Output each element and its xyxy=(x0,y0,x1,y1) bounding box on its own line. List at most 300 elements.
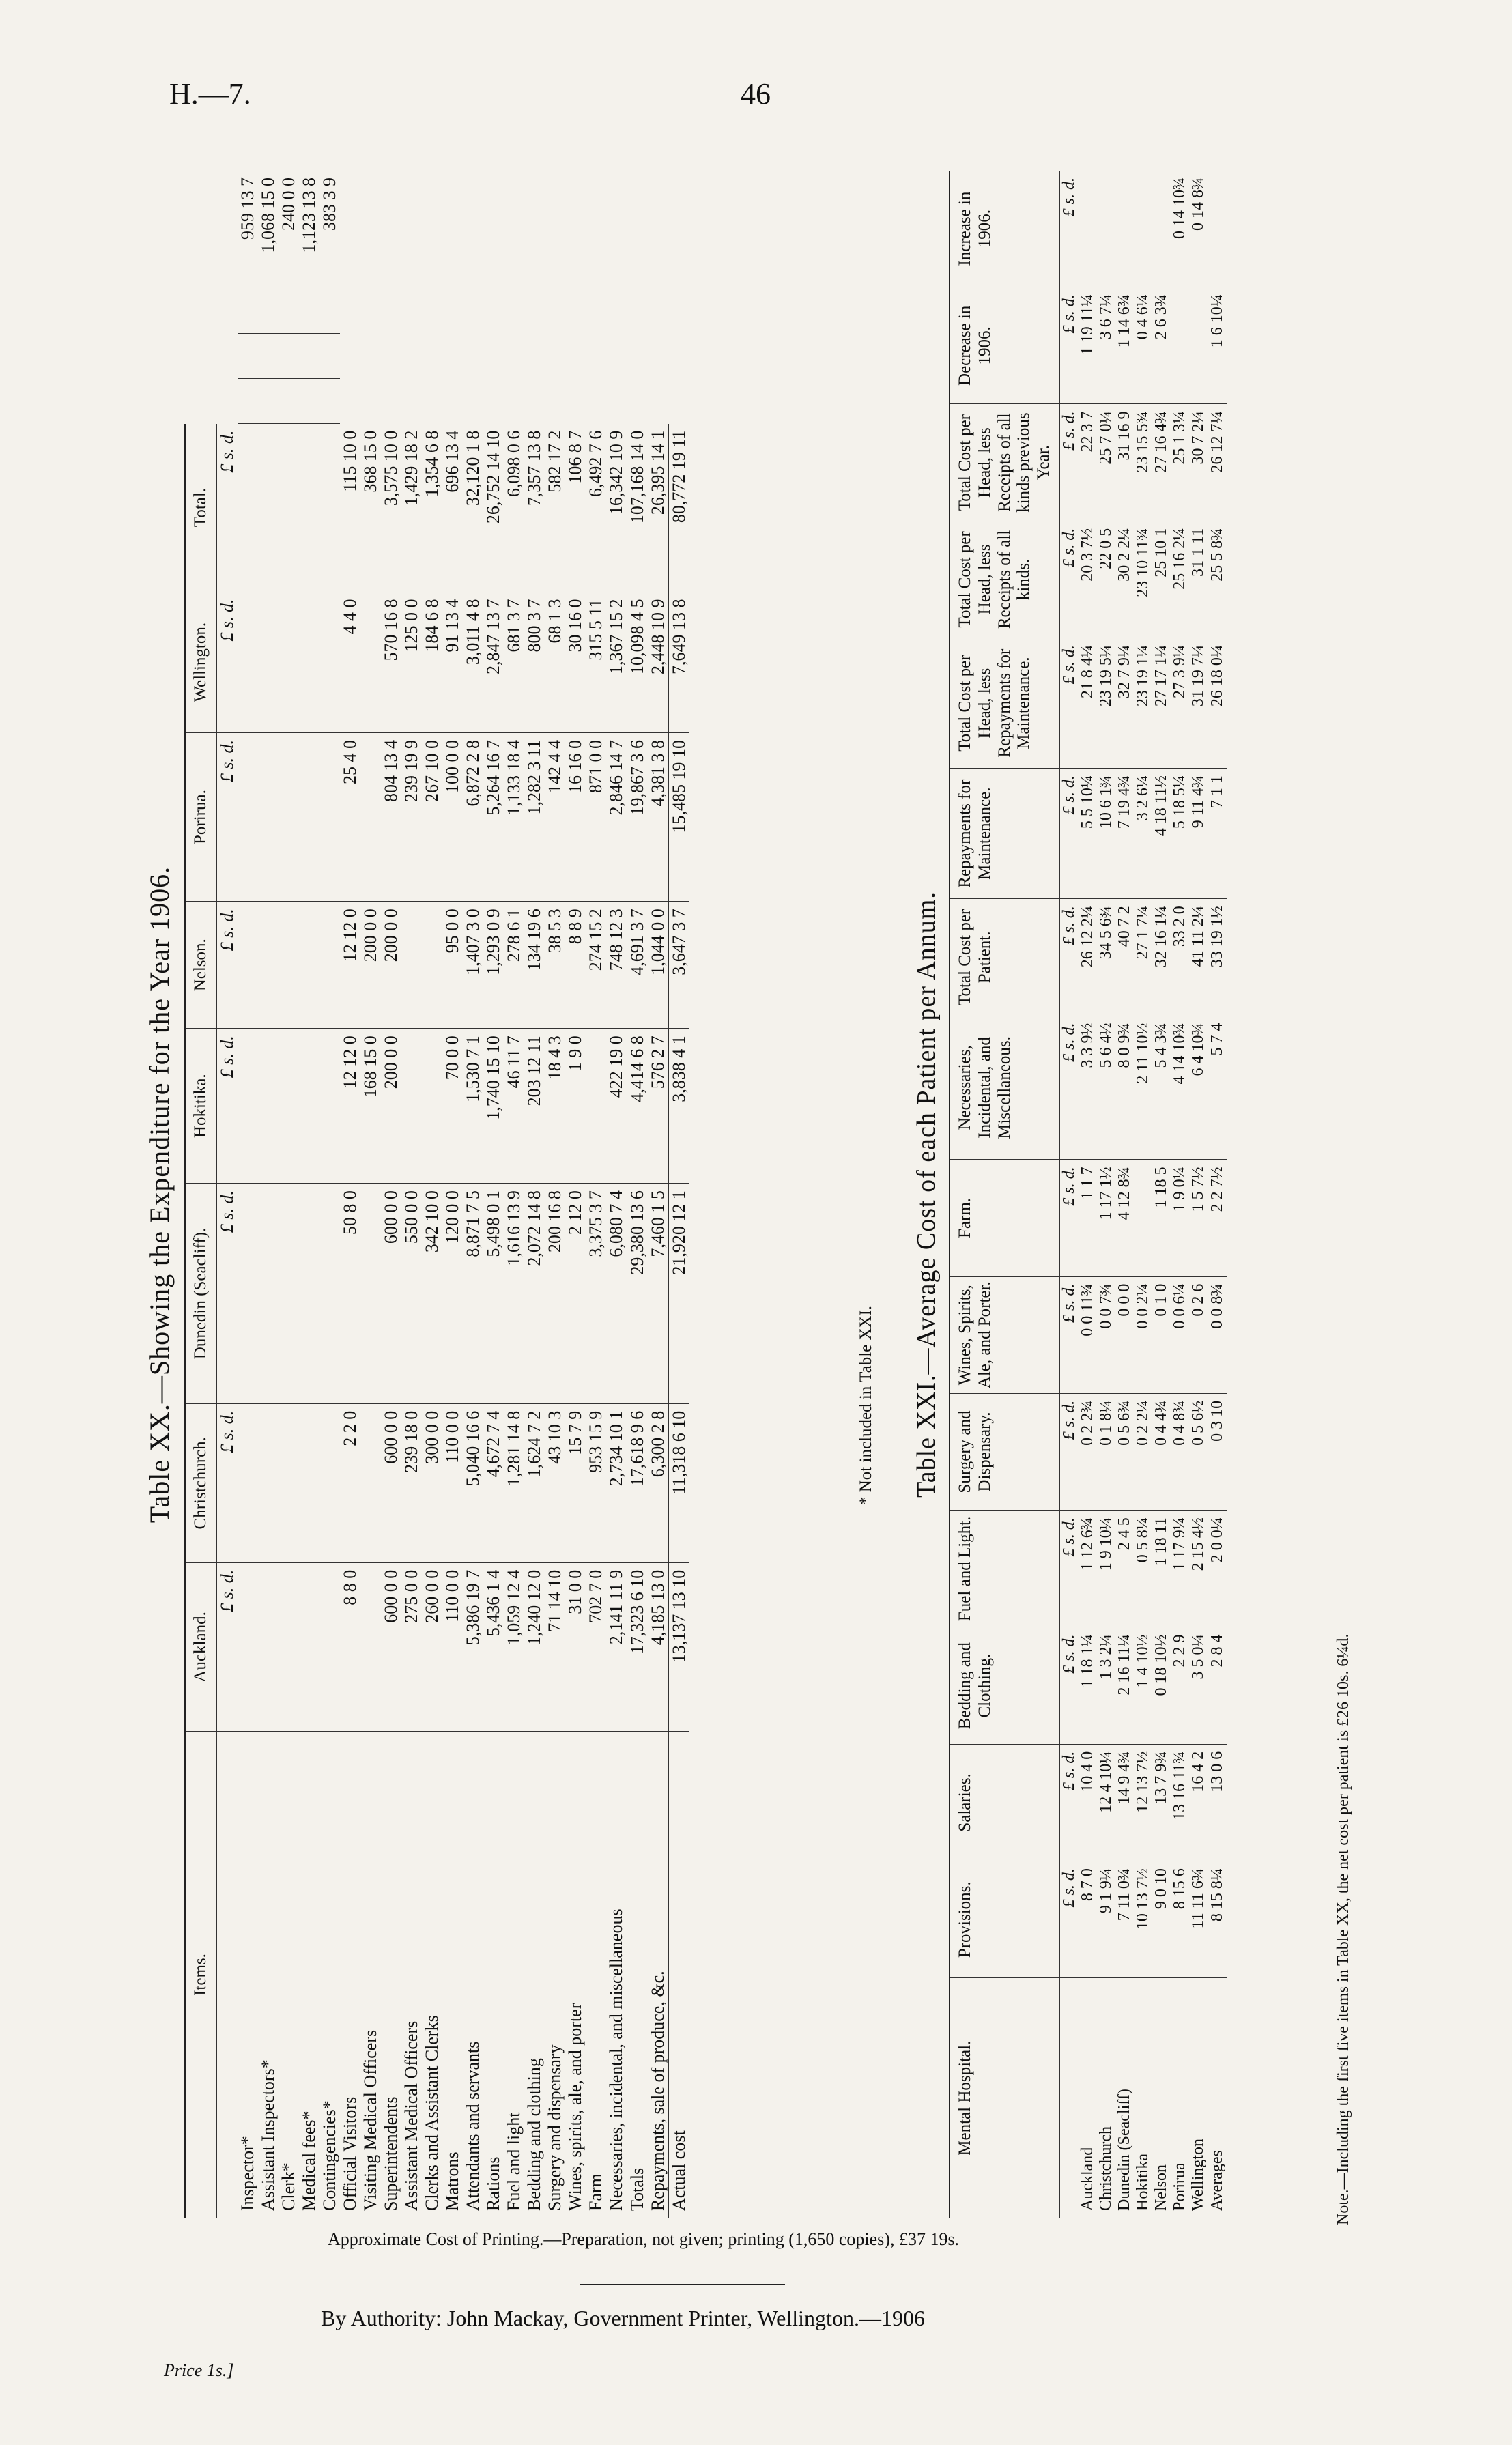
cell-value xyxy=(1189,287,1208,404)
cell-value: 2 8 4 xyxy=(1208,1627,1227,1744)
table-row xyxy=(545,171,565,2218)
cell-value: 13,137 13 10 xyxy=(668,1562,689,1731)
cell-value: 142 4 4 xyxy=(545,732,565,901)
row-label: Bedding and clothing xyxy=(524,1732,545,2218)
row-label: Christchurch xyxy=(1097,1978,1115,2218)
cell-value: 25 10 1 xyxy=(1152,521,1171,638)
cell-value xyxy=(319,356,340,379)
table-xx-title: Table XX.—Showing the Expenditure for the Year 1906. xyxy=(144,866,175,1524)
cell-value: 38 5 3 xyxy=(545,902,565,1029)
cell-value xyxy=(1115,171,1134,287)
cell-value: 22 3 7 xyxy=(1079,404,1097,521)
cell-value xyxy=(401,902,422,1029)
lsd-units: £ s. d. xyxy=(216,592,238,732)
cell-value: 0 4 8¾ xyxy=(1171,1393,1189,1510)
cell-value xyxy=(238,732,258,901)
lsd-units: £ s. d. xyxy=(1059,899,1079,1016)
cell-value: 134 19 6 xyxy=(524,902,545,1029)
cell-value: 29,380 13 6 xyxy=(627,1184,648,1404)
cell-value: 26 12 7¼ xyxy=(1208,404,1227,521)
column-header: Total Cost per Head, less Repayments for Maintenance. xyxy=(950,638,1059,769)
cell-value xyxy=(319,1562,340,1731)
cell-value: 46 11 7 xyxy=(504,1029,524,1184)
cell-value: 21,920 12 1 xyxy=(668,1184,689,1404)
cell-value xyxy=(299,356,319,379)
cell-value: 3,647 3 7 xyxy=(668,902,689,1029)
column-header: Provisions. xyxy=(950,1861,1059,1978)
cell-value xyxy=(422,902,442,1029)
cell-value: 26 12 2¼ xyxy=(1079,899,1097,1016)
cell-value: 100 0 0 xyxy=(442,732,463,901)
cell-value xyxy=(258,592,279,732)
cell-value: 871 0 0 xyxy=(586,732,606,901)
cell-value: 8 0 9¾ xyxy=(1115,1016,1134,1160)
cell-value: 13 7 9¾ xyxy=(1152,1744,1171,1861)
cell-value xyxy=(360,1184,381,1404)
cell-value: 7 19 4¾ xyxy=(1115,769,1134,899)
cell-value: 2 15 4½ xyxy=(1189,1511,1208,1627)
lsd-units: £ s. d. xyxy=(216,1184,238,1404)
cell-value xyxy=(1152,171,1171,287)
cell-value xyxy=(279,356,299,379)
cell-value xyxy=(238,1029,258,1184)
table-row xyxy=(319,171,340,2218)
cell-value: 16 4 2 xyxy=(1189,1744,1208,1861)
cell-value: 4 14 10¾ xyxy=(1171,1016,1189,1160)
row-label: Dunedin (Seacliff) xyxy=(1115,1978,1134,2218)
cell-value xyxy=(258,424,279,592)
cell-value: 1,624 7 2 xyxy=(524,1403,545,1562)
cell-value: 4 18 11½ xyxy=(1152,769,1171,899)
cell-value: 2 4 5 xyxy=(1115,1511,1134,1627)
row-label: Official Visitors xyxy=(340,1732,360,2218)
table-row xyxy=(1189,171,1208,2218)
cell-value xyxy=(360,592,381,732)
cell-value: 17,323 6 10 xyxy=(627,1562,648,1731)
cell-value: 260 0 0 xyxy=(422,1562,442,1731)
cell-value: 11 11 6¾ xyxy=(1189,1861,1208,1978)
cell-value xyxy=(319,732,340,901)
row-label: Porirua xyxy=(1171,1978,1189,2218)
cell-value: 278 6 1 xyxy=(504,902,524,1029)
row-label: Auckland xyxy=(1079,1978,1097,2218)
cell-value xyxy=(299,1562,319,1731)
cell-value: 20 3 7½ xyxy=(1079,521,1097,638)
cell-value xyxy=(258,379,279,401)
lsd-units: £ s. d. xyxy=(1059,1627,1079,1744)
cell-value: 2,734 10 1 xyxy=(606,1403,627,1562)
cell-value xyxy=(238,1184,258,1404)
lsd-units: £ s. d. xyxy=(216,424,238,592)
table-row xyxy=(586,171,606,2218)
cell-value: 5 5 10¼ xyxy=(1079,769,1097,899)
cell-value: 1,282 3 11 xyxy=(524,732,545,901)
cell-value: 4 4 0 xyxy=(340,592,360,732)
cell-value xyxy=(238,379,258,401)
cell-value xyxy=(279,1562,299,1731)
lsd-units: £ s. d. xyxy=(1059,521,1079,638)
cell-value: 2 16 11¼ xyxy=(1115,1627,1134,1744)
cell-value: 27 16 4¾ xyxy=(1152,404,1171,521)
cell-value: 1,044 0 0 xyxy=(648,902,669,1029)
cell-value: 1 12 6¾ xyxy=(1079,1511,1097,1627)
cell-value: 0 14 10¾ xyxy=(1171,171,1189,287)
totals-row xyxy=(627,171,648,2218)
cell-value: 274 15 2 xyxy=(586,902,606,1029)
cell-value: 110 0 0 xyxy=(442,1403,463,1562)
cell-value: 1,530 7 1 xyxy=(463,1029,483,1184)
table-row xyxy=(422,171,442,2218)
table-row xyxy=(442,171,463,2218)
cell-value xyxy=(258,401,279,424)
cell-value: 0 18 10½ xyxy=(1152,1627,1171,1744)
cell-value: 7 1 1 xyxy=(1208,769,1227,899)
repayments-row xyxy=(648,171,669,2218)
cell-value: 110 0 0 xyxy=(442,1562,463,1731)
cell-value: 275 0 0 xyxy=(401,1562,422,1731)
column-header: Auckland. xyxy=(185,1562,216,1731)
row-label: Attendants and servants xyxy=(463,1732,483,2218)
cell-value: 0 2 2¼ xyxy=(1134,1393,1152,1510)
cell-value: 23 19 5¼ xyxy=(1097,638,1115,769)
cell-value: 25 7 0¼ xyxy=(1097,404,1115,521)
cell-value xyxy=(279,902,299,1029)
cell-value xyxy=(422,1029,442,1184)
cell-value: 23 15 5¾ xyxy=(1134,404,1152,521)
cell-value: 6,300 2 8 xyxy=(648,1403,669,1562)
cell-value: 4,414 6 8 xyxy=(627,1029,648,1184)
cell-value xyxy=(238,424,258,592)
column-header: Wellington. xyxy=(185,592,216,732)
row-label: Surgery and dispensary xyxy=(545,1732,565,2218)
row-label: Clerk* xyxy=(279,1732,299,2218)
cell-value: 702 7 0 xyxy=(586,1562,606,1731)
row-label: Assistant Medical Officers xyxy=(401,1732,422,2218)
cell-value xyxy=(319,592,340,732)
cell-value: 0 1 0 xyxy=(1152,1276,1171,1393)
column-header: Necessaries, Incidental, and Miscellaneous. xyxy=(950,1016,1059,1160)
cell-value: 2 6 3¾ xyxy=(1152,287,1171,404)
cell-value: 5 6 4½ xyxy=(1097,1016,1115,1160)
column-header: Bedding and Clothing. xyxy=(950,1627,1059,1744)
cell-value: 15,485 19 10 xyxy=(668,732,689,901)
cell-value xyxy=(1134,1160,1152,1276)
table-row xyxy=(279,171,299,2218)
cell-value: 50 8 0 xyxy=(340,1184,360,1404)
cell-value: 1 9 0¼ xyxy=(1171,1160,1189,1276)
cell-value: 2 0 0¼ xyxy=(1208,1511,1227,1627)
cell-value xyxy=(238,902,258,1029)
cell-value: 2,448 10 9 xyxy=(648,592,669,732)
cell-value xyxy=(258,334,279,356)
cell-value: 582 17 2 xyxy=(545,424,565,592)
row-label: Hokitika xyxy=(1134,1978,1152,2218)
lsd-units: £ s. d. xyxy=(1059,1744,1079,1861)
cell-value xyxy=(258,1403,279,1562)
cell-value: 9 11 4¾ xyxy=(1189,769,1208,899)
table-row xyxy=(381,171,401,2218)
cell-value: 0 1 8¼ xyxy=(1097,1393,1115,1510)
table-row xyxy=(360,171,381,2218)
cell-value: 200 16 8 xyxy=(545,1184,565,1404)
cell-value: 30 7 2¼ xyxy=(1189,404,1208,521)
cell-value: 959 13 7 xyxy=(238,171,258,311)
table-row xyxy=(238,171,258,2218)
cell-value: 576 2 7 xyxy=(648,1029,669,1184)
cell-value: 91 13 4 xyxy=(442,592,463,732)
cell-value xyxy=(299,424,319,592)
cell-value xyxy=(1097,171,1115,287)
cell-value: 25 4 0 xyxy=(340,732,360,901)
cell-value: 2,846 14 7 xyxy=(606,732,627,901)
row-label: Rations xyxy=(483,1732,504,2218)
lsd-units: £ s. d. xyxy=(1059,1016,1079,1160)
cell-value xyxy=(299,379,319,401)
cell-value: 2 11 10½ xyxy=(1134,1016,1152,1160)
cell-value xyxy=(401,1029,422,1184)
lsd-units: £ s. d. xyxy=(1059,171,1079,287)
cell-value xyxy=(319,311,340,334)
cell-value: 13 0 6 xyxy=(1208,1744,1227,1861)
cell-value xyxy=(299,334,319,356)
cell-value xyxy=(1171,287,1189,404)
column-header: Nelson. xyxy=(185,902,216,1029)
cell-value xyxy=(1208,171,1227,287)
cell-value: 203 12 11 xyxy=(524,1029,545,1184)
cell-value: 1,293 0 9 xyxy=(483,902,504,1029)
cell-value: 12 13 7½ xyxy=(1134,1744,1152,1861)
lsd-units: £ s. d. xyxy=(1059,1393,1079,1510)
table-xx xyxy=(144,171,874,2218)
cell-value: 11,318 6 10 xyxy=(668,1403,689,1562)
cell-value: 200 0 0 xyxy=(381,902,401,1029)
cell-value xyxy=(238,401,258,424)
cell-value xyxy=(279,379,299,401)
cell-value: 30 16 0 xyxy=(565,592,586,732)
cell-value: 1,407 3 0 xyxy=(463,902,483,1029)
cell-value xyxy=(299,1403,319,1562)
cell-value: 1 9 10¼ xyxy=(1097,1511,1115,1627)
cell-value: 4,691 3 7 xyxy=(627,902,648,1029)
cell-value: 1 14 6¾ xyxy=(1115,287,1134,404)
cell-value: 1 9 0 xyxy=(565,1029,586,1184)
cell-value xyxy=(1079,171,1097,287)
cell-value: 5 7 4 xyxy=(1208,1016,1227,1160)
lsd-units: £ s. d. xyxy=(1059,1511,1079,1627)
table-row xyxy=(1079,171,1097,2218)
cell-value: 1 18 11 xyxy=(1152,1511,1171,1627)
cell-value: 32,120 1 8 xyxy=(463,424,483,592)
row-label: Assistant Inspectors* xyxy=(258,1732,279,2218)
cell-value xyxy=(258,902,279,1029)
table-row xyxy=(483,171,504,2218)
cell-value: 5,264 16 7 xyxy=(483,732,504,901)
cell-value: 2 2 0 xyxy=(340,1403,360,1562)
cell-value xyxy=(279,1184,299,1404)
cell-value: 1 6 10¼ xyxy=(1208,287,1227,404)
cell-value: 32 7 9¼ xyxy=(1115,638,1134,769)
expenditure-table xyxy=(184,171,689,2218)
table-row xyxy=(1152,171,1171,2218)
cell-value: 3,838 4 1 xyxy=(668,1029,689,1184)
row-label: Contingencies* xyxy=(319,1732,340,2218)
cell-value: 0 2 6 xyxy=(1189,1276,1208,1393)
cell-value: 40 7 2 xyxy=(1115,899,1134,1016)
cell-value: 31 16 9 xyxy=(1115,404,1134,521)
cell-value: 2,072 14 8 xyxy=(524,1184,545,1404)
cell-value: 5 18 5¼ xyxy=(1171,769,1189,899)
cell-value: 32 16 1¼ xyxy=(1152,899,1171,1016)
cell-value xyxy=(319,334,340,356)
cell-value: 239 18 0 xyxy=(401,1403,422,1562)
cell-value: 315 5 11 xyxy=(586,592,606,732)
cell-value: 3 2 6¼ xyxy=(1134,769,1152,899)
cell-value: 2,141 11 9 xyxy=(606,1562,627,1731)
cell-value xyxy=(238,356,258,379)
lsd-units: £ s. d. xyxy=(216,1403,238,1562)
cell-value xyxy=(319,424,340,592)
row-label: Wines, spirits, ale, and porter xyxy=(565,1732,586,2218)
cell-value: 25 5 8¾ xyxy=(1208,521,1227,638)
printing-cost-note: Approximate Cost of Printing.—Preparation, not given; printing (1,650 copies), £37 19s. xyxy=(328,2229,960,2249)
table-row xyxy=(258,171,279,2218)
row-label: Medical fees* xyxy=(299,1732,319,2218)
cell-value: 106 8 7 xyxy=(565,424,586,592)
cell-value: 17,618 9 6 xyxy=(627,1403,648,1562)
row-label: Fuel and light xyxy=(504,1732,524,2218)
cell-value: 4,185 13 0 xyxy=(648,1562,669,1731)
cell-value: 600 0 0 xyxy=(381,1403,401,1562)
cell-value: 570 16 8 xyxy=(381,592,401,732)
column-header: Total Cost per Patient. xyxy=(950,899,1059,1016)
table-xxi-note: Note.—Including the first five items in Table XX, the net cost per patient is £26 10s. 6¼d. xyxy=(1335,1633,1352,2225)
cell-value: 1 4 10½ xyxy=(1134,1627,1152,1744)
cell-value: 10 4 0 xyxy=(1079,1744,1097,1861)
table-row xyxy=(606,171,627,2218)
table-row xyxy=(504,171,524,2218)
cell-value: 1 3 2¼ xyxy=(1097,1627,1115,1744)
cell-value: 31 0 0 xyxy=(565,1562,586,1731)
row-label: Wellington xyxy=(1189,1978,1208,2218)
cell-value: 16 16 0 xyxy=(565,732,586,901)
cell-value: 6,492 7 6 xyxy=(586,424,606,592)
cell-value: 71 14 10 xyxy=(545,1562,565,1731)
cell-value xyxy=(319,401,340,424)
cell-value: 21 8 4¼ xyxy=(1079,638,1097,769)
cell-value: 10,098 4 5 xyxy=(627,592,648,732)
table-row xyxy=(524,171,545,2218)
cell-value: 0 5 6¾ xyxy=(1115,1393,1134,1510)
cell-value: 1 5 7½ xyxy=(1189,1160,1208,1276)
row-label: Superintendents xyxy=(381,1732,401,2218)
cell-value: 7,357 13 8 xyxy=(524,424,545,592)
cell-value: 1 17 9¼ xyxy=(1171,1511,1189,1627)
column-header: Decrease in 1906. xyxy=(950,287,1059,404)
cell-value: 22 0 5 xyxy=(1097,521,1115,638)
cell-value: 7,460 1 5 xyxy=(648,1184,669,1404)
cell-value xyxy=(360,732,381,901)
row-label: Necessaries, incidental, and miscellaneous xyxy=(606,1732,627,2218)
column-header: Total Cost per Head, less Receipts of all kinds. xyxy=(950,521,1059,638)
cell-value: 953 15 9 xyxy=(586,1403,606,1562)
lsd-units: £ s. d. xyxy=(1059,769,1079,899)
table-xxi-title: Table XXI.—Average Cost of each Patient per Annum. xyxy=(912,891,941,1498)
table-row xyxy=(1097,171,1115,2218)
cell-value: 6,098 0 6 xyxy=(504,424,524,592)
cell-value: 31 1 11 xyxy=(1189,521,1208,638)
cell-value: 8 7 0 xyxy=(1079,1861,1097,1978)
cell-value: 12 12 0 xyxy=(340,1029,360,1184)
lsd-units: £ s. d. xyxy=(1059,638,1079,769)
cell-value xyxy=(279,401,299,424)
cell-value: 19,867 3 6 xyxy=(627,732,648,901)
column-header: Fuel and Light. xyxy=(950,1511,1059,1627)
cell-value: 41 11 2¼ xyxy=(1189,899,1208,1016)
cell-value: 5,436 1 4 xyxy=(483,1562,504,1731)
cell-value: 2 2 7½ xyxy=(1208,1160,1227,1276)
row-label: Averages xyxy=(1208,1978,1227,2218)
average-cost-table xyxy=(949,171,1227,2218)
cell-value: 27 17 1¼ xyxy=(1152,638,1171,769)
cell-value xyxy=(319,1184,340,1404)
cell-value: 9 0 10 xyxy=(1152,1861,1171,1978)
cell-value: 1,133 18 4 xyxy=(504,732,524,901)
cell-value: 3 5 0¼ xyxy=(1189,1627,1208,1744)
cell-value xyxy=(319,379,340,401)
cell-value: 34 5 6¾ xyxy=(1097,899,1115,1016)
cell-value: 33 19 1½ xyxy=(1208,899,1227,1016)
cell-value: 0 0 0 xyxy=(1115,1276,1134,1393)
column-header: Porirua. xyxy=(185,732,216,901)
lsd-units: £ s. d. xyxy=(1059,1861,1079,1978)
page-number: 46 xyxy=(741,77,771,111)
cell-value: 3 3 9½ xyxy=(1079,1016,1097,1160)
lsd-units: £ s. d. xyxy=(216,1562,238,1731)
cell-value: 748 12 3 xyxy=(606,902,627,1029)
cell-value: 550 0 0 xyxy=(401,1184,422,1404)
cell-value xyxy=(238,334,258,356)
cell-value: 1,068 15 0 xyxy=(258,171,279,311)
table-xx-footnote: * Not included in Table XXI. xyxy=(857,1305,875,1505)
lsd-units: £ s. d. xyxy=(216,902,238,1029)
cell-value: 1,354 6 8 xyxy=(422,424,442,592)
table-row xyxy=(1208,171,1227,2218)
cell-value xyxy=(299,401,319,424)
column-header: Surgery and Dispensary. xyxy=(950,1393,1059,1510)
cell-value: 33 2 0 xyxy=(1171,899,1189,1016)
cell-value: 6 4 10¾ xyxy=(1189,1016,1208,1160)
cell-value: 13 16 11¾ xyxy=(1171,1744,1189,1861)
column-header: Items. xyxy=(185,1732,216,2218)
cell-value xyxy=(258,1029,279,1184)
row-label: Nelson xyxy=(1152,1978,1171,2218)
cell-value xyxy=(299,1029,319,1184)
cell-value xyxy=(586,1029,606,1184)
cell-value: 26 18 0¼ xyxy=(1208,638,1227,769)
document-reference: H.—7. xyxy=(169,77,251,111)
table-row xyxy=(299,171,319,2218)
cell-value: 0 0 2¼ xyxy=(1134,1276,1152,1393)
row-label: Clerks and Assistant Clerks xyxy=(422,1732,442,2218)
cell-value: 70 0 0 xyxy=(442,1029,463,1184)
column-header: Salaries. xyxy=(950,1744,1059,1861)
row-label: Actual cost xyxy=(668,1732,689,2218)
cell-value: 2 12 0 xyxy=(565,1184,586,1404)
cell-value: 168 15 0 xyxy=(360,1029,381,1184)
cell-value: 600 0 0 xyxy=(381,1184,401,1404)
cell-value xyxy=(299,311,319,334)
cell-value: 1,616 13 9 xyxy=(504,1184,524,1404)
